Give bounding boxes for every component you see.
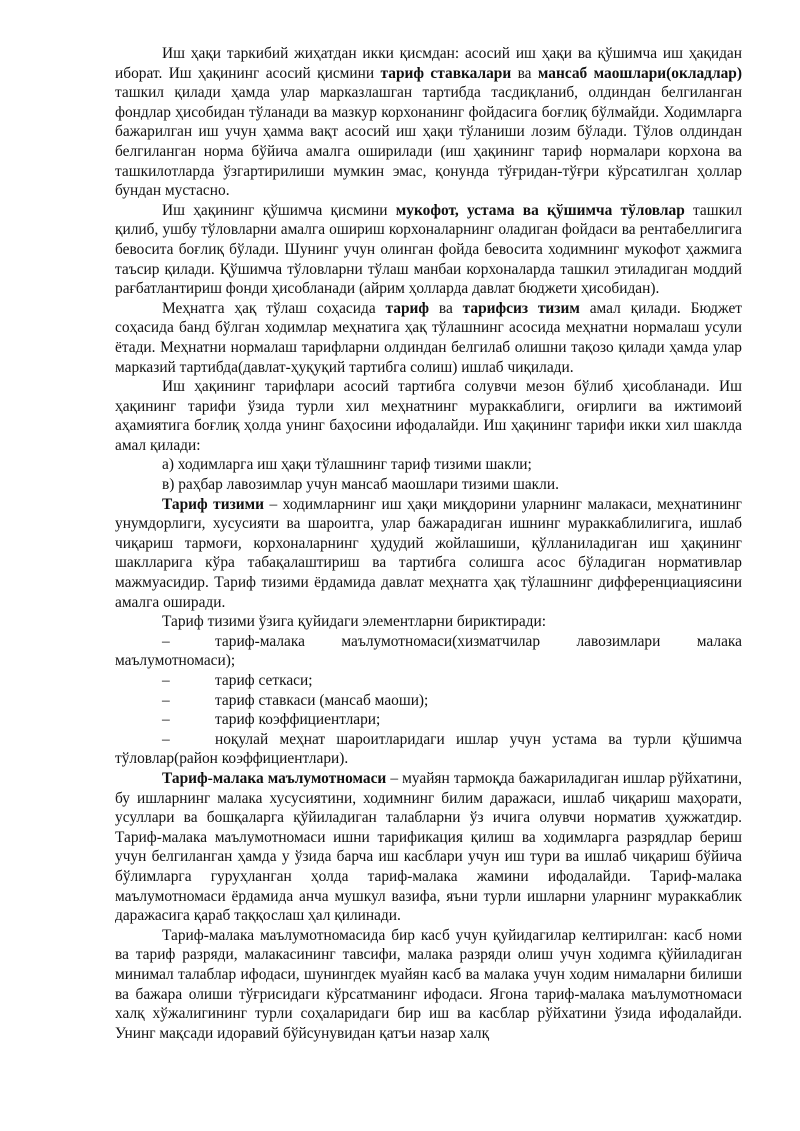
list-item-text: тариф коэффициентлари; xyxy=(215,711,381,729)
dash-marker: – xyxy=(162,672,170,689)
bold-term: Тариф-малака маълумотномаси xyxy=(162,769,387,787)
list-item-text: тариф ставкаси (мансаб маоши); xyxy=(215,691,429,709)
list-item xyxy=(115,671,742,691)
text-run: Иш ҳақи таркибий жиҳатдан икки қисмдан: асосий иш ҳақи ва қўшимча иш ҳақидан иборат. Иш ҳақининг асосий қисмини xyxy=(115,45,742,82)
paragraph-8: Тариф тизими ўзига қуйидаги элементларни бириктиради: xyxy=(162,613,547,631)
dash-marker: – xyxy=(162,691,170,709)
dash-marker: – xyxy=(162,730,170,748)
list-item xyxy=(115,632,742,671)
text-run: ташкил қилади ҳамда улар марказлашган тартибда тасдиқланиб, олдиндан белгиланган фондлар ҳисобидан тўланади ва мазкур корхонанинг фойдасига боғлиқ бўлмайди. Ходимларга бажарилган иш учун ҳамма вақт асосий иш ҳақи тўланиши лозим бўлади. Тўлов олдиндан белгиланган норма бўйича амалга оширилади (иш ҳақининг тариф нормалари корхона ва ташкилотларда ўзгартирилиши мумкин эмас, қонунда тўғридан-тўғри кўрсатилган ҳоллар бундан мустасно. xyxy=(115,84,742,200)
list-item xyxy=(115,710,742,730)
text-run: ва xyxy=(429,299,463,317)
list-item-text: тариф-малака маълумотномаси(хизматчилар лавозимлари малака маълумотномаси); xyxy=(115,632,742,670)
text-run: Меҳнатга ҳақ тўлаш соҳасида xyxy=(162,299,386,317)
paragraph-7 xyxy=(115,495,742,613)
bold-term: тарифсиз тизим xyxy=(462,299,580,317)
paragraph-5: а) ходимларга иш ҳақи тўлашнинг тариф тизими шакли; xyxy=(162,456,532,474)
paragraph-4: Иш ҳақининг тарифлари асосий тартибга солувчи мезон бўлиб ҳисобланади. Иш ҳақининг тарифи ўзида турли хил меҳнатнинг мураккаблиги, оғирлиги ва ижтимоий аҳамиятига боғлиқ ҳолда унинг баҳосини ифодалайди. Иш ҳақининг тарифи икки хил шаклда амал қилади: xyxy=(115,378,742,454)
text-run: амал қилади. Бюджет соҳасида банд бўлган ходимлар меҳнатига ҳақ тўлашнинг асосида меҳнатни нормалаш усули ётади. Меҳнатни нормалаш тарифларни олдиндан белгилаб олишни тақозо қилади ҳамда улар марказий тартибда(давлат-ҳуқуқий тартибга солиш) ишлаб чиқилади. xyxy=(115,299,743,376)
paragraph-2 xyxy=(115,201,742,299)
list-item-text: тариф сеткаси; xyxy=(215,672,313,689)
document-page xyxy=(115,44,742,1043)
text-run: ва xyxy=(511,64,538,82)
list-item xyxy=(115,730,742,769)
list-item xyxy=(115,691,742,711)
bold-term: Тариф тизими xyxy=(162,495,264,513)
paragraph-3 xyxy=(115,299,742,377)
dash-marker: – xyxy=(162,632,170,650)
text-run: – ходимларнинг иш ҳақи миқдорини уларнинг малакаси, меҳнатининг унумдорлиги, хусусияти ва шароитга, улар бажарадиган ишнинг мураккаблилигига, ишлаб чиқариш тармоғи, корхоналарнинг ҳудудий жойлашиши, қўлланиладиган иш ҳақининг шаклларига кўра табақалаштириш ва тартибга солишга асос бўладиган нормативлар мажмуасидир. Тариф тизими ёрдамида давлат меҳнатга ҳақ тўлашнинг дифференциациясини амалга оширади. xyxy=(115,495,742,611)
bold-term: мансаб маошлари(окладлар) xyxy=(537,64,742,82)
bold-term: мукофот, устама ва қўшимча тўловлар xyxy=(395,201,685,219)
bold-term: тариф ставкалари xyxy=(380,64,512,82)
paragraph-6: в) раҳбар лавозимлар учун мансаб маошлари тизими шакли. xyxy=(162,476,559,494)
paragraph-10: Тариф-малака маълумотномасида бир касб учун қуйидагилар келтирилган: касб номи ва тариф разряди, малакасининг тавсифи, малака разряди олиш учун ходимга қўйиладиган минимал талаблар ифодаси, шунингдек муайян касб ва малака учун ходим нималарни билиши ва бажара олиши тўғрисидаги кўрсатманинг ифодаси. Ягона тариф-малака маълумотномаси халқ хўжалигининг турли соҳаларидаги бир иш ва касблар рўйхатини ўзида ифодалайди. Унинг мақсади идоравий бўйсунувидан қатъи назар халқ xyxy=(115,926,742,1042)
paragraph-9 xyxy=(115,769,742,926)
text-run: – муайян тармоқда бажариладиган ишлар рўйхатини, бу ишларнинг малака хусусиятини, ходимнинг билим даражаси, ишлаб чиқариш маҳорати, усуллари ва бошқаларга қўйиладиган талабларни ўз ичига олувчи норматив ҳужжатдир. Тариф-малака маълумотномаси ишни тарификация қилиш ва ходимларга разрядлар бериш учун белгиланган ҳамда у ўзида барча иш касблари учун иш тури ва ишлаб чиқариш бўйича бўлимларга гуруҳланган ҳолда тариф-малака жамини ифодалайди. Тариф-малака маълумотномаси ёрдамида анча мушкул вазифа, яъни турли ишларни уларнинг мураккаблик даражасига қараб таққослаш ҳал қилинади. xyxy=(115,769,742,925)
bold-term: тариф xyxy=(385,299,430,317)
paragraph-1 xyxy=(115,44,742,201)
list-item-text: ноқулай меҳнат шароитларидаги ишлар учун устама ва турли қўшимча тўловлар(район коэффициентлари). xyxy=(115,730,742,768)
text-run: ташкил қилиб, ушбу тўловларни амалга ошириш корхоналарнинг оладиган фойдаси ва рентабеллигига бевосита боғлиқ бўлади. Шунинг учун олинган фойда бевосита ходимнинг мукофот ҳажмига таъсир қилади. Қўшимча тўловларни тўлаш манбаи корхоналарда ташкил этиладиган моддий рағбатлантириш фонди ҳисобланади (айрим ҳолларда давлат бюджети ҳисобидан). xyxy=(115,201,743,298)
dash-marker: – xyxy=(162,711,170,729)
text-run: Иш ҳақининг қўшимча қисмини xyxy=(162,201,396,219)
